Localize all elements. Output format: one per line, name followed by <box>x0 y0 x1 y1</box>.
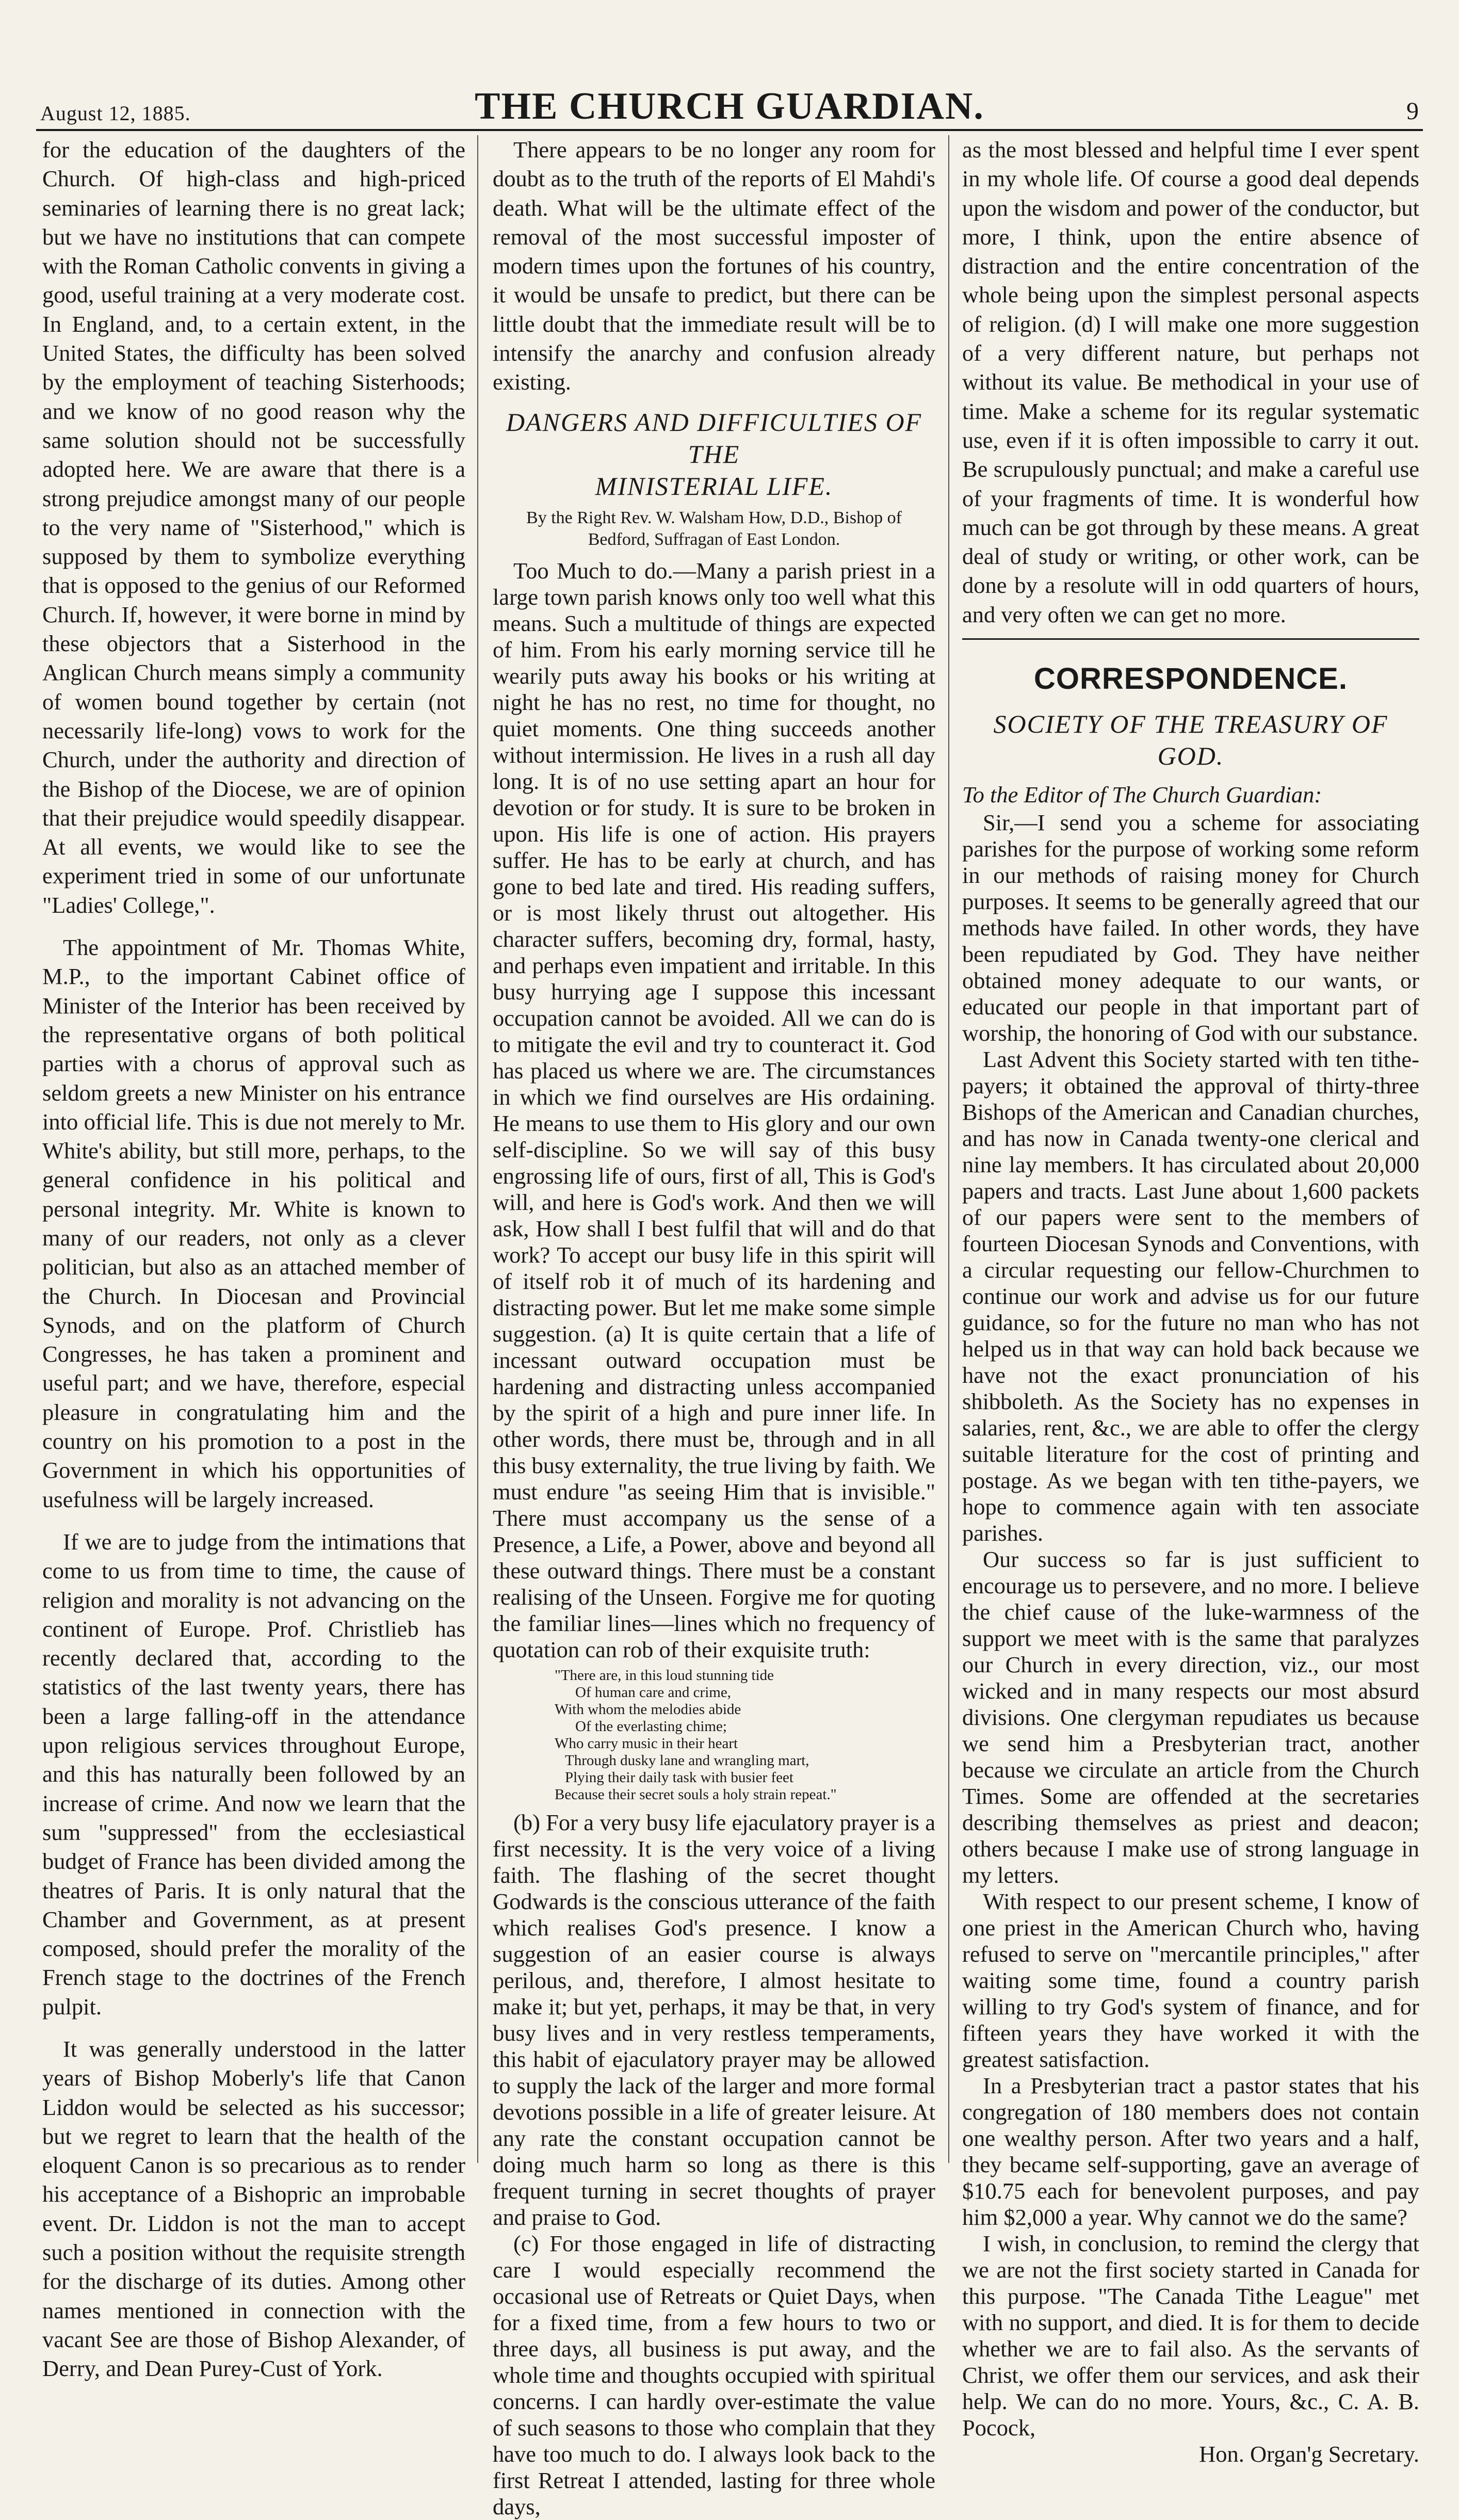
newspaper-title: THE CHURCH GUARDIAN. <box>475 85 984 127</box>
paragraph: There appears to be no longer any room for doubt as to the truth of the reports of El Mahdi's death. What will be the ultimate effect of the removal of the most successful imposter of modern times upon the fortunes of his country, it would be unsafe to predict, but there can be little doubt that the immediate result will be to intensify the anarchy and confusion already existing. <box>493 137 935 395</box>
paragraph: Our success so far is just sufficient to encourage us to persevere, and no more. I believe the chief cause of the luke-warmness of the support we meet with is the same that paralyzes our Church in every direction, viz., our most wicked and in many respects our most absurd divisions. One clergyman repudiates us because we send him a Presbyterian tract, another because we circulate an article from the Church Times. Some are offended at the secretaries describing themselves as priest and deacon; others because I make use of strong language in my letters. <box>962 1546 1419 1888</box>
paragraph: Last Advent this Society started with ten tithe-payers; it obtained the approval of thirty-three Bishops of the American and Canadian churches, and has now in Canada twenty-one clerical and nine lay members. It has circulated about 20,000 papers and tracts. Last June about 1,600 packets of our papers were sent to the members of fourteen Diocesan Synods and Conventions, with a circular requesting our fellow-Churchmen to continue our work and advise us for our future guidance, so for the future no man who has not helped us in that way can hold back because we have not the exact pronunciation of his shibboleth. As the Society has no expenses in salaries, rent, &c., we are able to offer the clergy suitable literature for the cost of printing and postage. As we began with ten tithe-payers, we hope to commence again with ten associate parishes. <box>962 1046 1419 1546</box>
poem-line: Because their secret souls a holy strain repeat." <box>555 1786 837 1803</box>
article-title-line: MINISTERIAL LIFE. <box>595 471 833 500</box>
masthead-rule <box>36 129 1423 131</box>
poem-line: With whom the melodies abide <box>555 1701 741 1718</box>
letter-signature: Hon. Organ'g Secretary. <box>1199 2441 1419 2467</box>
byline-line: Bedford, Suffragan of East London. <box>588 529 840 549</box>
paragraph: for the education of the daughters of the Church. Of high-class and high-priced seminaries of learning there is no great lack; but we have no institutions that can compete with the Roman Catholic convents in giving a good, useful training at a very moderate cost. In England, and, to a certain extent, in the United States, the difficulty has been solved by the employment of teaching Sisterhoods; and we know of no good reason why the same solution should not be successfully adopted here. We are aware that there is a strong prejudice amongst many of our people to the very name of "Sisterhood," which is supposed by them to symbolize everything that is opposed to the genius of our Reformed Church. If, however, it were borne in mind by these objectors that a Sisterhood in the Anglican Church means simply a community of women bound together by certain (not necessarily life-long) vows to work for the Church, under the authority and direction of the Bishop of the Diocese, we are of opinion that their prejudice would speedily disappear. At all events, we would like to see the experiment tried in some of our unfortunate "Ladies' College,". <box>42 137 465 918</box>
poem-quotation <box>555 1667 935 1803</box>
correspondence-heading: CORRESPONDENCE. <box>1034 662 1348 696</box>
poem-line: Of human care and crime, <box>575 1684 731 1701</box>
column-divider <box>477 135 478 2163</box>
column-1 <box>42 135 465 2382</box>
article-byline <box>493 507 935 551</box>
article-title <box>493 406 935 502</box>
paragraph: I wish, in conclusion, to remind the clergy that we are not the first society started in Canada for this purpose. "The Canada Tithe League" met with no support, and died. It is for them to decide whether we are to fail also. As the servants of Christ, we offer them our services, and ask their help. We can do no more. Yours, &c., C. A. B. Pocock, <box>962 2230 1419 2441</box>
paragraph: It was generally understood in the latter years of Bishop Moberly's life that Canon Liddon would be selected as his successor; but we regret to learn that the health of the eloquent Canon is so precarious as to render his acceptance of a Bishopric an improbable event. Dr. Liddon is not the man to accept such a position without the requisite strength for the discharge of its duties. Among other names mentioned in connection with the vacant See are those of Bishop Alexander, of Derry, and Dean Purey-Cust of York. <box>42 2036 465 2382</box>
paragraph: (b) For a very busy life ejaculatory prayer is a first necessity. It is the very voice of a living faith. The flashing of the secret thought Godwards is the conscious utterance of the faith which realises God's presence. I know a suggestion of an easier course is always perilous, and, therefore, I almost hesitate to make it; but yet, perhaps, it may be that, in very busy lives and in very restless temperaments, this habit of ejaculatory prayer may be allowed to supply the lack of the larger and more formal devotions possible in a life of greater leisure. At any rate the constant occupation cannot be doing much harm so long as there is this frequent turning in secret thoughts of prayer and praise to God. <box>493 1809 935 2230</box>
letter-salutation: To the Editor of The Church Guardian: <box>962 782 1322 808</box>
paragraph: If we are to judge from the intimations that come to us from time to time, the cause of religion and morality is not advancing on the continent of Europe. Prof. Christlieb has recently declared that, according to the statistics of the last twenty years, there has been a large falling-off in the attendance upon religious services throughout Europe, and this has naturally been followed by an increase of crime. And now we learn that the sum "suppressed" from the ecclesiastical budget of France has been divided among the theatres of Paris. It is only natural that the Chamber and Government, as at present composed, should prefer the morality of the French stage to the doctrines of the French pulpit. <box>42 1528 465 2020</box>
column-2 <box>493 135 935 2519</box>
poem-line: Of the everlasting chime; <box>575 1718 727 1735</box>
column-divider <box>948 135 949 2163</box>
paragraph: Sir,—I send you a scheme for associating parishes for the purpose of working some reform in our methods of raising money for Church purposes. It seems to be generally agreed that our methods have failed. In other words, they have been repudiated by God. They have neither obtained money adequate to our wants, or educated our people in that important part of worship, the honoring of God with our substance. <box>962 809 1419 1046</box>
paragraph: In a Presbyterian tract a pastor states that his congregation of 180 members does not contain one wealthy person. After two years and a half, they became self-supporting, gave an average of $10.75 each for benevolent purposes, and pay him $2,000 a year. Why cannot we do the same? <box>962 2072 1419 2230</box>
poem-line: Through dusky lane and wrangling mart, <box>565 1752 809 1769</box>
column-3 <box>962 135 1419 2467</box>
section-rule <box>962 638 1419 640</box>
article-title-line: DANGERS AND DIFFICULTIES OF THE <box>506 407 922 469</box>
page-number: 9 <box>1406 98 1419 125</box>
byline-line: By the Right Rev. W. Walsham How, D.D., Bishop of <box>526 508 902 527</box>
poem-line: Who carry music in their heart <box>555 1735 738 1752</box>
poem-line: "There are, in this loud stunning tide <box>555 1667 774 1684</box>
masthead <box>36 83 1423 128</box>
poem-line: Plying their daily task with busier feet <box>565 1769 793 1786</box>
paragraph: (c) For those engaged in life of distracting care I would especially recommend the occasional use of Retreats or Quiet Days, when for a fixed time, from a few hours to two or three days, all business is put away, and the whole time and thoughts occupied with spiritual concerns. I can hardly over-estimate the value of such seasons to those who complain that they have too much to do. I always look back to the first Retreat I attended, lasting for three whole days, <box>493 2230 935 2519</box>
paragraph: The appointment of Mr. Thomas White, M.P., to the important Cabinet office of Minister of the Interior has been received by the representative organs of both political parties with a chorus of approval such as seldom greets a new Minister on his entrance into official life. This is due not merely to Mr. White's ability, but still more, perhaps, to the general confidence in his political and personal integrity. Mr. White is known to many of our readers, not only as a clever politician, but also as an attached member of the Church. In Diocesan and Provincial Synods, and on the platform of Church Congresses, he has taken a prominent and useful part; and we have, therefore, especial pleasure in congratulating him and the country on his promotion to a post in the Government in which his opportunities of usefulness will be largely increased. <box>42 934 465 1512</box>
paragraph: With respect to our present scheme, I know of one priest in the American Church who, having refused to serve on "mercantile principles," after waiting some time, found a country parish willing to try God's system of finance, and for fifteen years they have worked it with the greatest satisfaction. <box>962 1888 1419 2072</box>
letter-title: SOCIETY OF THE TREASURY OF GOD. <box>993 709 1388 771</box>
issue-date: August 12, 1885. <box>40 102 191 125</box>
paragraph: as the most blessed and helpful time I ever spent in my whole life. Of course a good deal depends upon the wisdom and power of the conductor, but more, I think, upon the entire absence of distraction and the entire concentration of the whole being upon the simplest personal aspects of religion. (d) I will make one more suggestion of a very different nature, but perhaps not without its value. Be methodical in your use of time. Make a scheme for its regular systematic use, even if it is often impossible to carry it out. Be scrupulously punctual; and make a careful use of your fragments of time. It is wonderful how much can be got through by these means. A great deal of study or writing, or other work, can be done by a resolute will in odd quarters of hours, and very often we can get no more. <box>962 137 1419 627</box>
paragraph: Too Much to do.—Many a parish priest in a large town parish knows only too well what this means. Such a multitude of things are expected of him. From his early morning service till he wearily puts away his books or his writing at night he has no rest, no time for thought, no quiet moments. One thing succeeds another without intermission. He lives in a rush all day long. It is of no use setting apart an hour for devotion or for study. It is sure to be broken in upon. His life is one of action. His prayers suffer. He has to be early at church, and has gone to bed late and tired. His reading suffers, or is most likely thrust out altogether. His character suffers, becoming dry, formal, hasty, and perhaps even impatient and irritable. In this busy hurrying age I suppose this incessant occupation cannot be avoided. All we can do is to mitigate the evil and try to counteract it. God has placed us where we are. The circumstances in which we find ourselves are His ordaining. He means to use them to His glory and our own self-discipline. So we will say of this busy engrossing life of ours, first of all, This is God's will, and here is God's work. And then we will ask, How shall I best fulfil that will and do that work? To accept our busy life in this spirit will of itself rob it of much of its hardening and distracting power. But let me make some simple suggestion. (a) It is quite certain that a life of incessant outward occupation must be hardening and distracting unless accompanied by the spirit of a high and pure inner life. In other words, there must be, through and in all this busy externality, the true living by faith. We must endure "as seeing Him that is invisible." There must accompany us the sense of a Presence, a Life, a Power, above and beyond all these outward things. There must be a constant realising of the Unseen. Forgive me for quoting the familiar lines—lines which no frequency of quotation can rob of their exquisite truth: <box>493 557 935 1662</box>
